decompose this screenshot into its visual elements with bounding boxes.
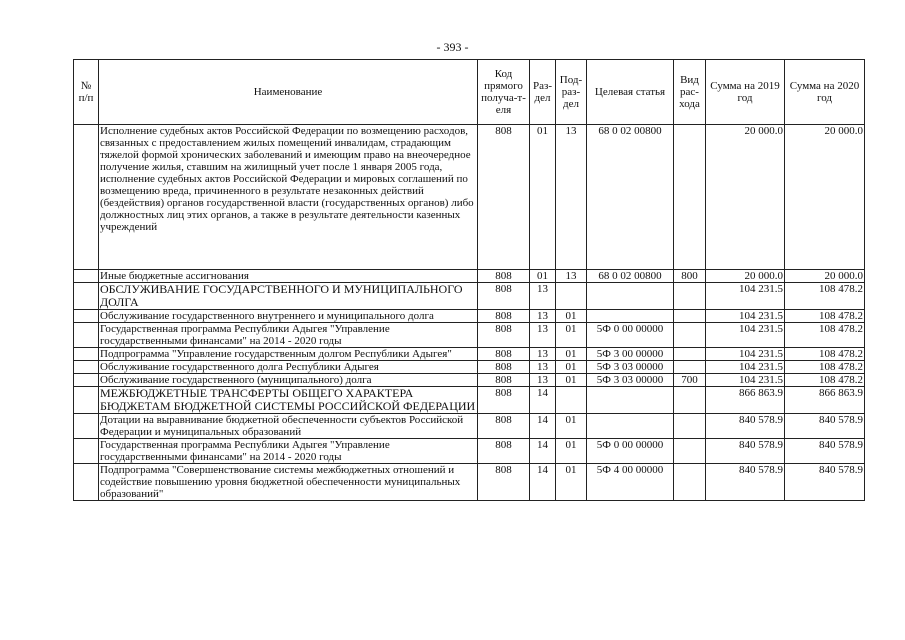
cell-article: 68 0 02 00800	[587, 270, 674, 283]
cell-section: 14	[530, 414, 556, 439]
page-number: - 393 -	[436, 40, 469, 54]
cell-expense-type	[674, 361, 706, 374]
cell-sum-2019: 104 231.5	[706, 310, 785, 323]
cell-article	[587, 310, 674, 323]
cell-sum-2019: 840 578.9	[706, 464, 785, 501]
cell-sum-2020: 840 578.9	[785, 414, 865, 439]
cell-code: 808	[478, 283, 530, 310]
cell-section: 14	[530, 439, 556, 464]
cell-subsection: 01	[556, 414, 587, 439]
cell-code: 808	[478, 270, 530, 283]
table-header-row	[74, 60, 865, 125]
cell-expense-type: 700	[674, 374, 706, 387]
cell-name: Обслуживание государственного (муниципального) долга	[99, 374, 478, 387]
header-section: Раз-дел	[530, 60, 556, 125]
cell-name: Дотации на выравнивание бюджетной обеспеченности субъектов Российской Федерации и муниципальных образований	[99, 414, 478, 439]
cell-article: 5Ф 3 03 00000	[587, 374, 674, 387]
cell-sum-2019: 104 231.5	[706, 374, 785, 387]
header-code: Код прямого получа-т-еля	[478, 60, 530, 125]
cell-article	[587, 387, 674, 414]
table-row	[74, 439, 865, 464]
cell-sum-2019: 104 231.5	[706, 361, 785, 374]
cell-code: 808	[478, 387, 530, 414]
cell-name: ОБСЛУЖИВАНИЕ ГОСУДАРСТВЕННОГО И МУНИЦИПАЛЬНОГО ДОЛГА	[99, 283, 478, 310]
cell-sum-2019: 20 000.0	[706, 125, 785, 270]
cell-section: 14	[530, 464, 556, 501]
cell-num	[74, 439, 99, 464]
cell-sum-2019: 104 231.5	[706, 348, 785, 361]
header-expense-type: Вид рас-хода	[674, 60, 706, 125]
cell-subsection: 01	[556, 323, 587, 348]
cell-section: 13	[530, 361, 556, 374]
cell-expense-type	[674, 125, 706, 270]
cell-sum-2019: 840 578.9	[706, 414, 785, 439]
cell-subsection: 01	[556, 348, 587, 361]
cell-code: 808	[478, 348, 530, 361]
table-row	[74, 348, 865, 361]
table-row	[74, 414, 865, 439]
cell-sum-2020: 108 478.2	[785, 310, 865, 323]
cell-article: 5Ф 3 00 00000	[587, 348, 674, 361]
cell-section: 13	[530, 310, 556, 323]
header-sum-2020: Сумма на 2020 год	[785, 60, 865, 125]
cell-name: Обслуживание государственного долга Республики Адыгея	[99, 361, 478, 374]
cell-sum-2020: 20 000.0	[785, 125, 865, 270]
cell-expense-type	[674, 283, 706, 310]
cell-name: Подпрограмма "Совершенствование системы межбюджетных отношений и содействие повышению уровня бюджетной обеспеченности муниципальных образований"	[99, 464, 478, 501]
cell-code: 808	[478, 464, 530, 501]
cell-num	[74, 348, 99, 361]
table-row	[74, 270, 865, 283]
table-row	[74, 283, 865, 310]
cell-subsection: 13	[556, 125, 587, 270]
cell-name: МЕЖБЮДЖЕТНЫЕ ТРАНСФЕРТЫ ОБЩЕГО ХАРАКТЕРА БЮДЖЕТАМ БЮДЖЕТНОЙ СИСТЕМЫ РОССИЙСКОЙ ФЕДЕРАЦИИ	[99, 387, 478, 414]
cell-section: 13	[530, 283, 556, 310]
cell-sum-2020: 108 478.2	[785, 283, 865, 310]
cell-expense-type	[674, 439, 706, 464]
header-num: № п/п	[74, 60, 99, 125]
cell-section: 14	[530, 387, 556, 414]
cell-article: 5Ф 0 00 00000	[587, 323, 674, 348]
cell-sum-2020: 108 478.2	[785, 348, 865, 361]
cell-expense-type	[674, 348, 706, 361]
cell-section: 13	[530, 374, 556, 387]
cell-section: 13	[530, 323, 556, 348]
table-row	[74, 374, 865, 387]
cell-name: Обслуживание государственного внутреннего и муниципального долга	[99, 310, 478, 323]
cell-sum-2020: 866 863.9	[785, 387, 865, 414]
cell-code: 808	[478, 323, 530, 348]
header-article: Целевая статья	[587, 60, 674, 125]
cell-expense-type: 800	[674, 270, 706, 283]
cell-num	[74, 361, 99, 374]
cell-section: 01	[530, 125, 556, 270]
cell-code: 808	[478, 125, 530, 270]
cell-code: 808	[478, 361, 530, 374]
table-row	[74, 361, 865, 374]
cell-sum-2019: 104 231.5	[706, 323, 785, 348]
cell-subsection: 01	[556, 361, 587, 374]
cell-article	[587, 283, 674, 310]
cell-sum-2020: 108 478.2	[785, 361, 865, 374]
cell-num	[74, 270, 99, 283]
cell-sum-2019: 840 578.9	[706, 439, 785, 464]
cell-sum-2020: 20 000.0	[785, 270, 865, 283]
cell-expense-type	[674, 464, 706, 501]
cell-code: 808	[478, 439, 530, 464]
cell-article: 5Ф 3 03 00000	[587, 361, 674, 374]
cell-subsection: 01	[556, 374, 587, 387]
table-row	[74, 464, 865, 501]
cell-num	[74, 387, 99, 414]
cell-subsection: 13	[556, 270, 587, 283]
cell-sum-2019: 20 000.0	[706, 270, 785, 283]
table-row	[74, 125, 865, 270]
header-subsection: Под-раз-дел	[556, 60, 587, 125]
cell-sum-2020: 108 478.2	[785, 323, 865, 348]
cell-subsection	[556, 283, 587, 310]
cell-name: Иные бюджетные ассигнования	[99, 270, 478, 283]
cell-name: Государственная программа Республики Адыгея "Управление государственными финансами" на 2014 - 2020 годы	[99, 323, 478, 348]
cell-num	[74, 125, 99, 270]
table-body	[74, 125, 865, 501]
cell-subsection: 01	[556, 439, 587, 464]
cell-expense-type	[674, 387, 706, 414]
cell-section: 13	[530, 348, 556, 361]
cell-subsection: 01	[556, 464, 587, 501]
header-name: Наименование	[99, 60, 478, 125]
cell-name: Подпрограмма "Управление государственным долгом Республики Адыгея"	[99, 348, 478, 361]
cell-code: 808	[478, 414, 530, 439]
cell-sum-2019: 104 231.5	[706, 283, 785, 310]
cell-code: 808	[478, 374, 530, 387]
cell-num	[74, 283, 99, 310]
cell-num	[74, 323, 99, 348]
cell-sum-2020: 840 578.9	[785, 439, 865, 464]
table-row	[74, 310, 865, 323]
table-row	[74, 323, 865, 348]
cell-name: Исполнение судебных актов Российской Федерации по возмещению расходов, связанных с предоставлением жилых помещений инвалидам, страдающим тяжелой формой хронических заболеваний и имеющим право на внеочередное получение жилья, ставшим на жилищный учет после 1 января 2005 года, исполнение судебных актов Российской Федерации и мировых соглашений по возмещению вреда, причиненного в результате незаконных действий (бездействия) органов государственной власти (государственных органов) либо должностных лиц этих органов, а также в результате деятельности казенных учреждений	[99, 125, 478, 270]
cell-article	[587, 414, 674, 439]
budget-table	[73, 59, 865, 501]
cell-num	[74, 414, 99, 439]
cell-sum-2020: 840 578.9	[785, 464, 865, 501]
cell-name: Государственная программа Республики Адыгея "Управление государственными финансами" на 2014 - 2020 годы	[99, 439, 478, 464]
cell-article: 68 0 02 00800	[587, 125, 674, 270]
cell-sum-2019: 866 863.9	[706, 387, 785, 414]
cell-num	[74, 464, 99, 501]
cell-article: 5Ф 4 00 00000	[587, 464, 674, 501]
cell-code: 808	[478, 310, 530, 323]
cell-num	[74, 374, 99, 387]
cell-expense-type	[674, 310, 706, 323]
table-row	[74, 387, 865, 414]
cell-expense-type	[674, 414, 706, 439]
cell-expense-type	[674, 323, 706, 348]
header-sum-2019: Сумма на 2019 год	[706, 60, 785, 125]
cell-section: 01	[530, 270, 556, 283]
cell-num	[74, 310, 99, 323]
cell-sum-2020: 108 478.2	[785, 374, 865, 387]
cell-subsection: 01	[556, 310, 587, 323]
cell-subsection	[556, 387, 587, 414]
cell-article: 5Ф 0 00 00000	[587, 439, 674, 464]
